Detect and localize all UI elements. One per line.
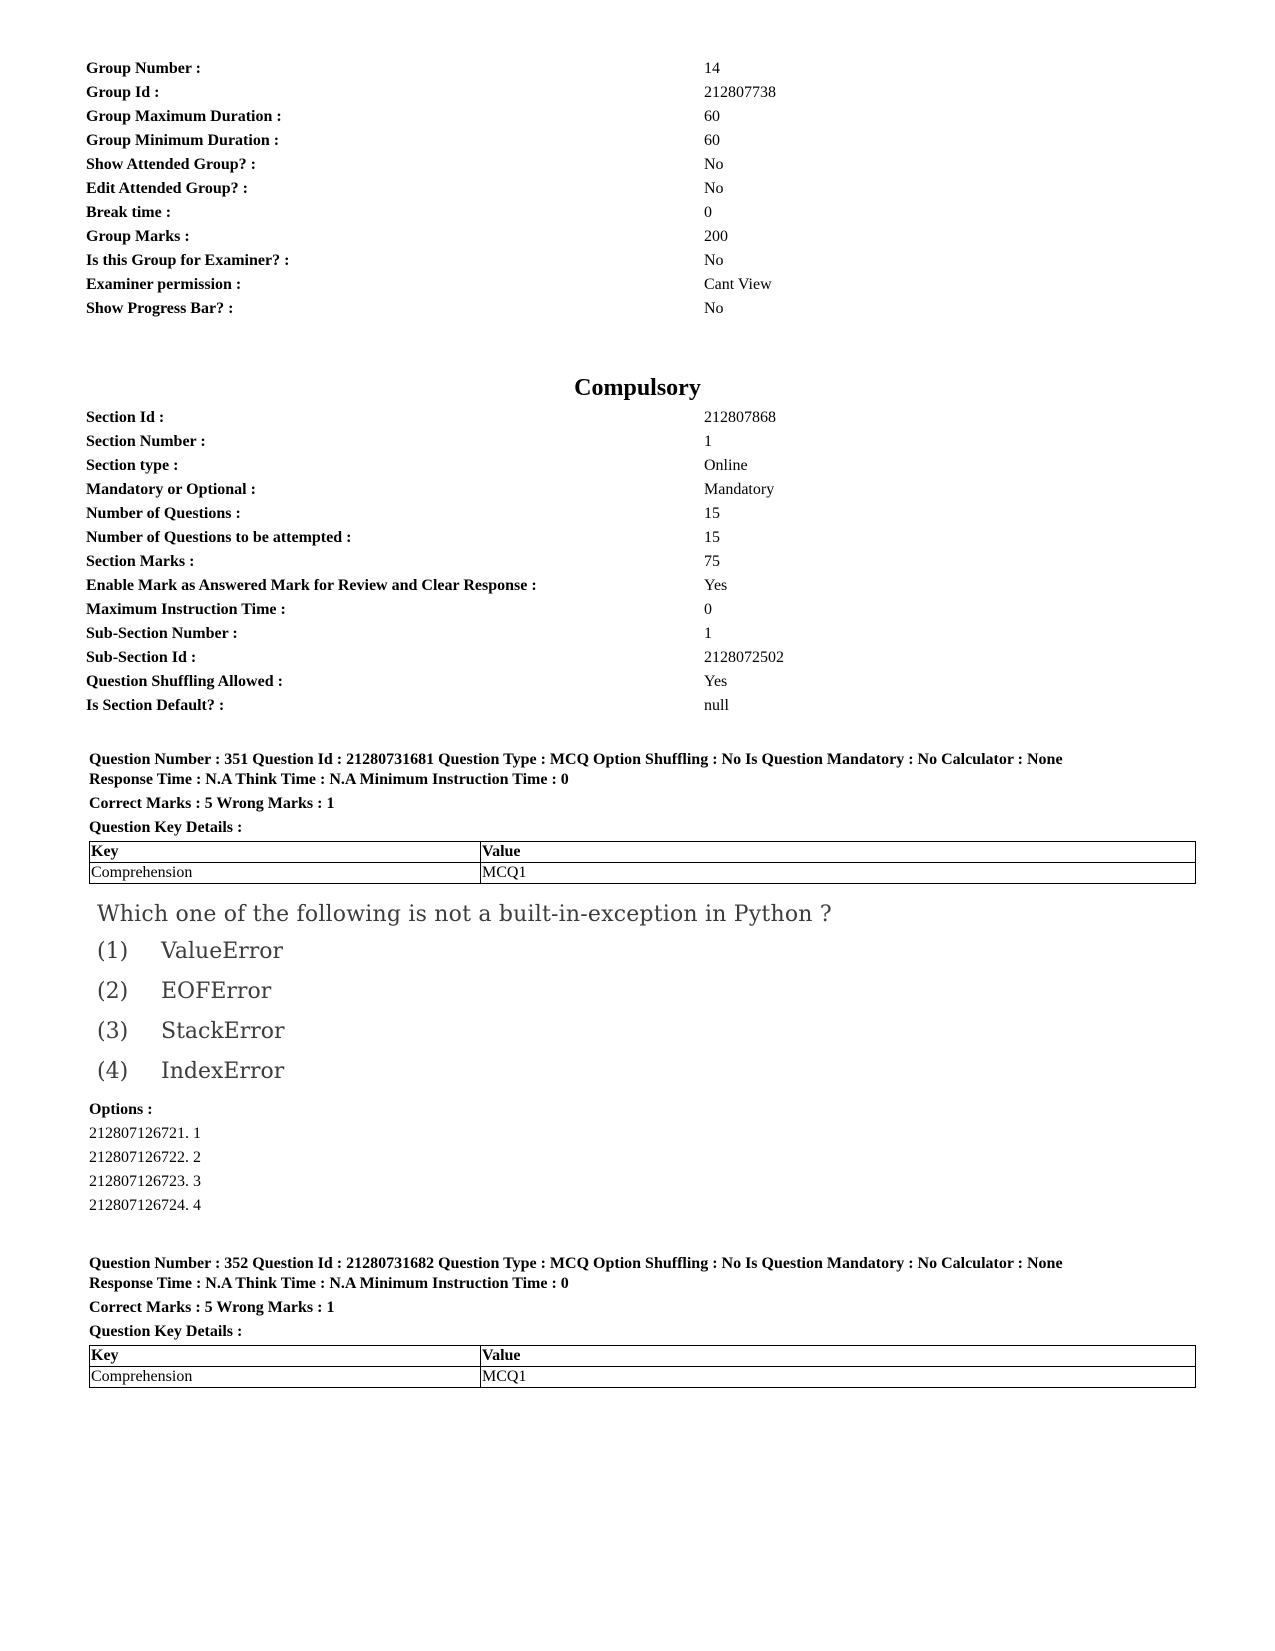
field-value: No <box>704 252 724 269</box>
group-min-duration-row <box>86 129 1186 153</box>
field-label: Maximum Instruction Time : <box>86 601 286 618</box>
option-line: 212807126723. 3 <box>89 1173 201 1190</box>
sub-section-id-row <box>86 646 1186 670</box>
group-for-examiner-row <box>86 249 1186 273</box>
choice-text: StackError <box>161 1019 285 1044</box>
field-label: Question Shuffling Allowed : <box>86 673 283 690</box>
field-value: Yes <box>704 577 728 594</box>
options-label: Options : <box>89 1101 153 1118</box>
table-header-row <box>90 1346 1196 1367</box>
field-value: Online <box>704 457 748 474</box>
group-marks-row <box>86 225 1186 249</box>
question-key-table <box>89 1345 1196 1388</box>
field-value: null <box>704 697 729 714</box>
table-cell: MCQ1 <box>481 863 1196 884</box>
field-value: Cant View <box>704 276 772 293</box>
break-time-row <box>86 201 1186 225</box>
question-image <box>97 898 1199 1092</box>
field-label: Show Progress Bar? : <box>86 300 234 317</box>
question-key-table <box>89 841 1196 884</box>
choice-3 <box>97 1012 1199 1052</box>
show-progress-bar-row <box>86 297 1186 321</box>
table-row <box>90 1367 1196 1388</box>
question-352 <box>89 1254 1199 1388</box>
field-label: Enable Mark as Answered Mark for Review and Clear Response : <box>86 577 537 594</box>
field-label: Section Number : <box>86 433 206 450</box>
group-info <box>86 57 1186 321</box>
max-instruction-time-row <box>86 598 1186 622</box>
choice-number: (4) <box>97 1059 129 1084</box>
question-shuffling-row <box>86 670 1186 694</box>
field-label: Examiner permission : <box>86 276 242 293</box>
table-header-cell: Value <box>481 1346 1196 1367</box>
choice-number: (2) <box>97 979 129 1004</box>
question-stem: Which one of the following is not a built-in-exception in Python ? <box>97 902 832 927</box>
field-value: 1 <box>704 625 712 642</box>
field-value: 200 <box>704 228 728 245</box>
field-value: 1 <box>704 433 712 450</box>
field-value: 75 <box>704 553 720 570</box>
examiner-permission-row <box>86 273 1186 297</box>
section-title: Compulsory <box>574 375 701 401</box>
field-value: 60 <box>704 132 720 149</box>
field-label: Is Section Default? : <box>86 697 225 714</box>
field-label: Break time : <box>86 204 172 221</box>
question-key-details-label: Question Key Details : <box>89 1323 243 1340</box>
field-label: Edit Attended Group? : <box>86 180 248 197</box>
section-marks-row <box>86 550 1186 574</box>
field-value: 60 <box>704 108 720 125</box>
field-value: Mandatory <box>704 481 775 498</box>
field-value: 15 <box>704 505 720 522</box>
table-header-cell: Value <box>481 842 1196 863</box>
field-label: Section Id : <box>86 409 165 426</box>
question-351 <box>89 750 1199 1218</box>
field-label: Group Minimum Duration : <box>86 132 280 149</box>
edit-attended-group-row <box>86 177 1186 201</box>
field-label: Sub-Section Number : <box>86 625 238 642</box>
option-line: 212807126721. 1 <box>89 1125 201 1142</box>
field-value: 0 <box>704 204 712 221</box>
section-type-row <box>86 454 1186 478</box>
question-marks: Correct Marks : 5 Wrong Marks : 1 <box>89 795 335 812</box>
choice-2 <box>97 972 1199 1012</box>
field-label: Number of Questions : <box>86 505 241 522</box>
table-header-cell: Key <box>90 1346 481 1367</box>
field-label: Section type : <box>86 457 179 474</box>
choice-text: EOFError <box>161 979 272 1004</box>
field-value: 14 <box>704 60 720 77</box>
choice-number: (1) <box>97 939 129 964</box>
mandatory-optional-row <box>86 478 1186 502</box>
field-label: Sub-Section Id : <box>86 649 197 666</box>
field-value: No <box>704 300 724 317</box>
question-header-line1: Question Number : 351 Question Id : 21280731681 Question Type : MCQ Option Shuffling : No Is Question Mandatory : No Calculator : None <box>89 751 1063 768</box>
field-value: No <box>704 156 724 173</box>
table-cell: MCQ1 <box>481 1367 1196 1388</box>
is-section-default-row <box>86 694 1186 718</box>
field-label: Group Marks : <box>86 228 190 245</box>
question-header-line2: Response Time : N.A Think Time : N.A Minimum Instruction Time : 0 <box>89 771 569 788</box>
choice-4 <box>97 1052 1199 1092</box>
table-row <box>90 863 1196 884</box>
field-label: Group Number : <box>86 60 201 77</box>
question-header-line2: Response Time : N.A Think Time : N.A Minimum Instruction Time : 0 <box>89 1275 569 1292</box>
questions-to-attempt-row <box>86 526 1186 550</box>
field-label: Number of Questions to be attempted : <box>86 529 352 546</box>
question-marks: Correct Marks : 5 Wrong Marks : 1 <box>89 1299 335 1316</box>
field-label: Group Maximum Duration : <box>86 108 282 125</box>
table-cell: Comprehension <box>90 863 481 884</box>
table-header-row <box>90 842 1196 863</box>
show-attended-group-row <box>86 153 1186 177</box>
group-max-duration-row <box>86 105 1186 129</box>
field-value: Yes <box>704 673 728 690</box>
table-cell: Comprehension <box>90 1367 481 1388</box>
field-value: 212807738 <box>704 84 776 101</box>
group-id-row <box>86 81 1186 105</box>
question-key-details-label: Question Key Details : <box>89 819 243 836</box>
section-id-row <box>86 406 1186 430</box>
field-value: No <box>704 180 724 197</box>
field-label: Is this Group for Examiner? : <box>86 252 290 269</box>
field-label: Group Id : <box>86 84 160 101</box>
choice-number: (3) <box>97 1019 129 1044</box>
enable-mark-review-row <box>86 574 1186 598</box>
field-label: Mandatory or Optional : <box>86 481 256 498</box>
field-value: 0 <box>704 601 712 618</box>
section-info <box>86 406 1186 718</box>
option-line: 212807126722. 2 <box>89 1149 201 1166</box>
choice-1 <box>97 932 1199 972</box>
field-value: 15 <box>704 529 720 546</box>
question-header-line1: Question Number : 352 Question Id : 21280731682 Question Type : MCQ Option Shuffling : No Is Question Mandatory : No Calculator : None <box>89 1255 1063 1272</box>
number-of-questions-row <box>86 502 1186 526</box>
field-label: Section Marks : <box>86 553 195 570</box>
table-header-cell: Key <box>90 842 481 863</box>
option-line: 212807126724. 4 <box>89 1197 201 1214</box>
choice-text: IndexError <box>161 1059 285 1084</box>
sub-section-number-row <box>86 622 1186 646</box>
choice-text: ValueError <box>161 939 284 964</box>
field-value: 212807868 <box>704 409 776 426</box>
section-number-row <box>86 430 1186 454</box>
field-value: 2128072502 <box>704 649 784 666</box>
field-label: Show Attended Group? : <box>86 156 256 173</box>
group-number-row <box>86 57 1186 81</box>
